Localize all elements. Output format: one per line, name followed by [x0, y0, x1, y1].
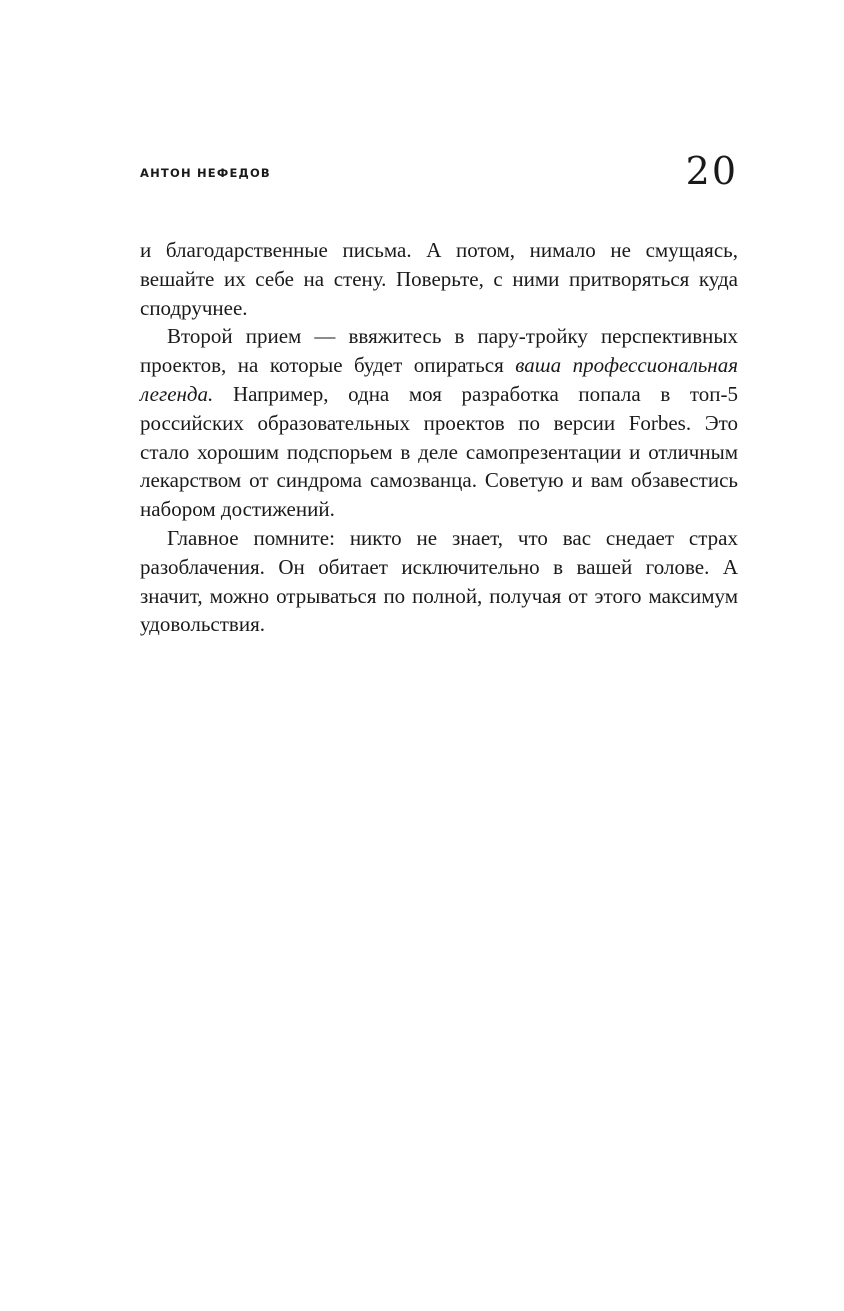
paragraph-second-method — [140, 322, 738, 524]
running-head-author: АНТОН НЕФЕДОВ — [140, 166, 271, 180]
page-number: 20 — [685, 149, 738, 193]
paragraph-text: Второй прием — ввяжитесь в пару-тройку перспективных проектов, на которые будет опираться — [140, 324, 738, 378]
paragraph-continued: и благодарственные письма. А потом, нимало не смущаясь, вешайте их себе на стену. Поверьте, с ними притворяться куда сподручнее. — [140, 238, 738, 320]
paragraph-conclusion: Главное помните: никто не знает, что вас снедает страх разоблачения. Он обитает исключительно в вашей голове. А значит, можно отрываться по полной, получая от этого максимум удовольствия. — [140, 525, 738, 637]
italic-phrase: ваша профессиональная легенда. — [140, 353, 738, 406]
paragraph-text: Например, одна моя разработка попала в топ-5 российских образовательных проектов по версии Forbes. Это стало хорошим подспорьем в деле самопрезентации и отличным лекарством от синдрома самозванца. Советую и вам обзавестись набором достижений. — [140, 381, 738, 522]
body-text — [140, 236, 738, 639]
